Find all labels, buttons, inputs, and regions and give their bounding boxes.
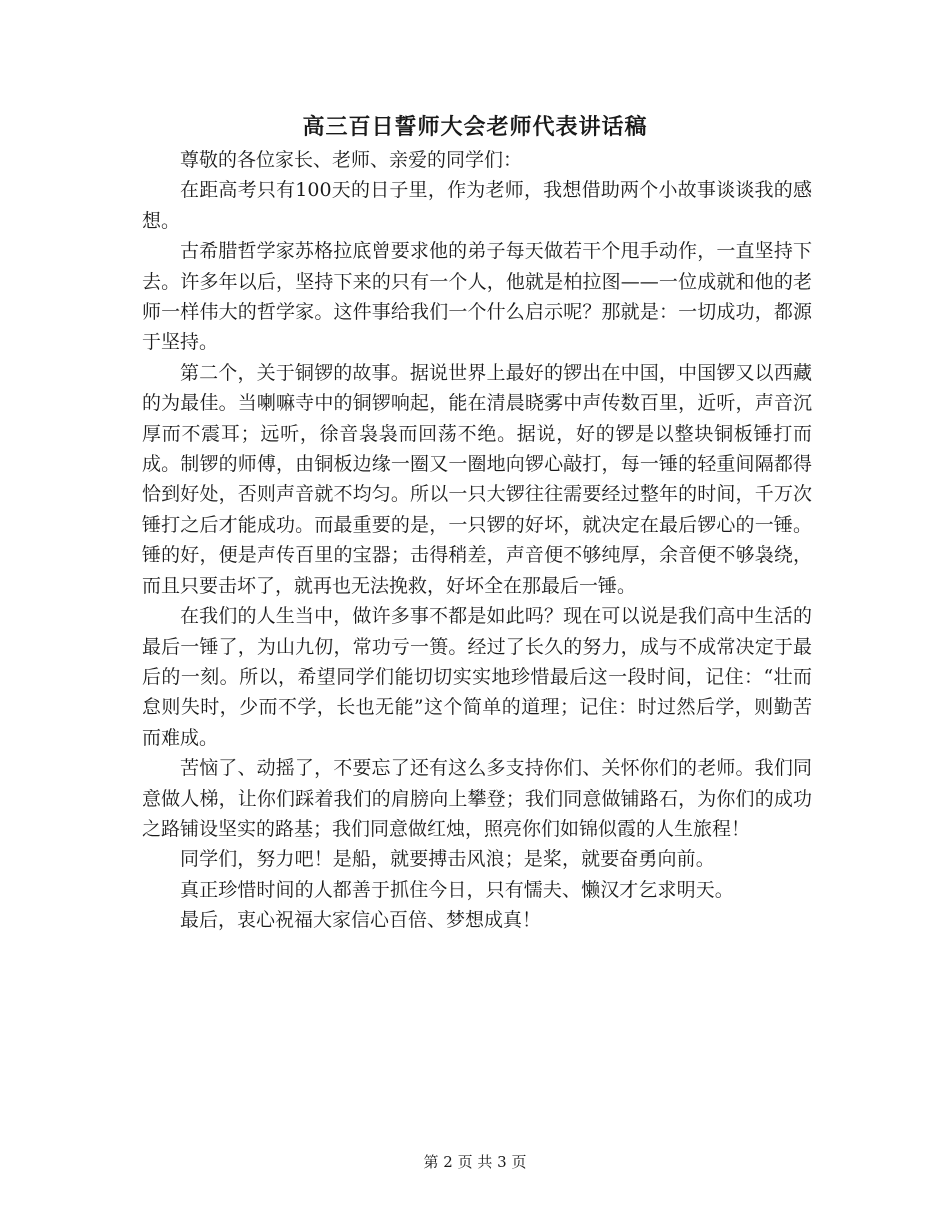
closing-wishes-paragraph: 最后，衷心祝福大家信心百倍、梦想成真！ xyxy=(180,909,542,932)
salutation-paragraph: 尊敬的各位家长、老师、亲爱的同学们： xyxy=(180,149,523,171)
document-title: 高三百日誓师大会老师代表讲话稿 xyxy=(302,114,648,140)
document-body xyxy=(142,145,812,936)
gong-story-paragraph: 第二个，关于铜锣的故事。据说世界上最好的锣出在中国，中国锣又以西藏的为最佳。当喇嘛寺中的铜锣响起，能在清晨晓雾中声传数百里，近听，声音沉厚而不震耳；远听，徐音袅袅而回荡不绝。据说，好的锣是以整块铜板锤打而成。制锣的师傅，由铜板边缘一圈又一圈地向锣心敲打，每一锤的轻重间隔都得恰到好处，否则声音就不均匀。所以一只大锣往往需要经过整年的时间，千万次锤打之后才能成功。而最重要的是，一只锣的好坏，就决定在最后锣心的一锤。锤的好，便是声传百里的宝器；击得稍差，声音便不够纯厚，余音便不够袅绕，而且只要击坏了，就再也无法挽救，好坏全在那最后一锤。 xyxy=(142,361,812,597)
intro-paragraph: 在距高考只有100天的日子里，作为老师，我想借助两个小故事谈谈我的感想。 xyxy=(142,179,812,232)
life-lesson-paragraph: 在我们的人生当中，做许多事不都是如此吗？现在可以说是我们高中生活的最后一锤了，为山九仞，常功亏一篑。经过了长久的努力，成与不成常决定于最后的一刻。所以，希望同学们能切切实实地珍惜最后这一段时间，记住：“壮而怠则失时，少而不学，长也无能”这个简单的道理；记住：时过然后学，则勤苦而难成。 xyxy=(142,605,812,749)
page-number-footer: 第 2 页 共 3 页 xyxy=(423,1153,527,1171)
teacher-support-paragraph: 苦恼了、动摇了，不要忘了还有这么多支持你们、关怀你们的老师。我们同意做人梯，让你们踩着我们的肩膀向上攀登；我们同意做铺路石，为你们的成功之路铺设坚实的路基；我们同意做红烛，照亮你们如锦似霞的人生旅程！ xyxy=(142,757,812,840)
cherish-time-paragraph: 真正珍惜时间的人都善于抓住今日，只有懦夫、懒汉才乞求明天。 xyxy=(180,878,734,901)
encouragement-paragraph: 同学们，努力吧！是船，就要搏击风浪；是桨，就要奋勇向前。 xyxy=(180,848,715,871)
socrates-story-paragraph: 古希腊哲学家苏格拉底曾要求他的弟子每天做若干个甩手动作，一直坚持下去。许多年以后，坚持下来的只有一个人，他就是柏拉图——一位成就和他的老师一样伟大的哲学家。这件事给我们一个什么启示呢？那就是：一切成功，都源于坚持。 xyxy=(142,240,812,354)
